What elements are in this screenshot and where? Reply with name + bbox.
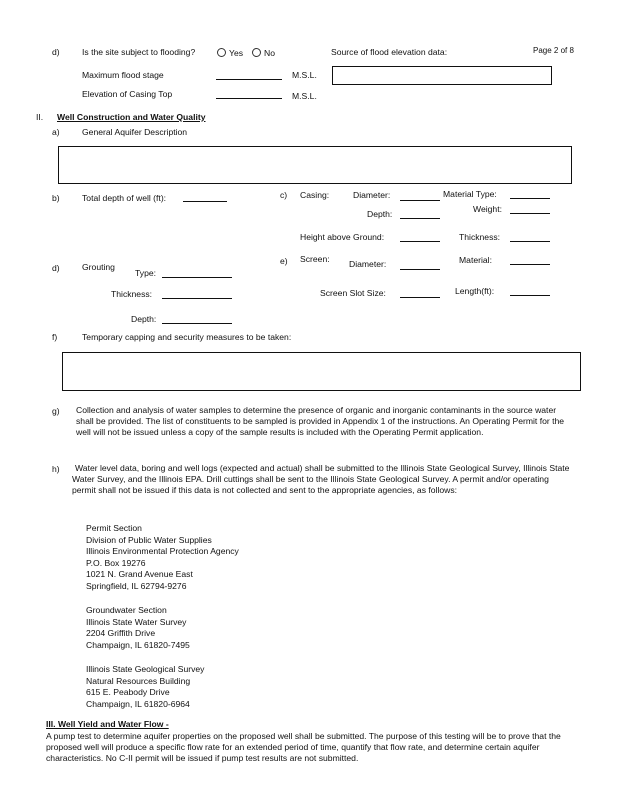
grout-depth-field[interactable]: [162, 323, 232, 324]
casing-top-field[interactable]: [216, 98, 282, 99]
item-d-letter: d): [52, 263, 60, 273]
grout-thickness-field[interactable]: [162, 298, 232, 299]
casing-label: Casing:: [300, 190, 330, 200]
casing-thickness-field[interactable]: [510, 241, 550, 242]
casing-top-label: Elevation of Casing Top: [82, 89, 173, 99]
address-line: Permit Section: [86, 523, 142, 533]
casing-depth-field[interactable]: [400, 218, 440, 219]
item-d-letter: d): [52, 47, 60, 57]
casing-diameter-field[interactable]: [400, 200, 440, 201]
address-block-geological-survey: [86, 664, 204, 710]
msl-unit: M.S.L.: [292, 91, 317, 101]
flooding-question: Is the site subject to flooding?: [82, 47, 196, 57]
grout-depth-label: Depth:: [131, 314, 157, 324]
address-line: Champaign, IL 61820-6964: [86, 698, 190, 709]
item-a-letter: a): [52, 127, 60, 137]
address-block-epa: [86, 523, 239, 593]
flood-source-field[interactable]: [332, 66, 552, 85]
section2-title: Well Construction and Water Quality: [57, 112, 206, 122]
material-type-label: Material Type:: [443, 189, 497, 199]
address-line: Natural Resources Building: [86, 675, 191, 686]
address-line: 1021 N. Grand Avenue East: [86, 569, 193, 580]
item-f-letter: f): [52, 332, 58, 342]
address-block-water-survey: [86, 605, 190, 651]
address-line: Champaign, IL 61820-7495: [86, 639, 190, 650]
total-depth-label: Total depth of well (ft):: [82, 193, 167, 203]
no-radio[interactable]: [252, 48, 261, 57]
screen-slot-size-field[interactable]: [400, 297, 440, 298]
aquifer-description-label: General Aquifer Description: [82, 127, 188, 137]
item-e-letter: e): [280, 256, 288, 266]
address-line: Groundwater Section: [86, 605, 167, 615]
no-label: No: [264, 48, 275, 58]
item-b-letter: b): [52, 193, 60, 203]
address-line: Illinois State Geological Survey: [86, 664, 205, 674]
screen-length-field[interactable]: [510, 295, 550, 296]
address-line: 615 E. Peabody Drive: [86, 687, 170, 698]
total-depth-field[interactable]: [183, 201, 227, 202]
screen-diameter-label: Diameter:: [349, 259, 387, 269]
item-c-letter: c): [280, 190, 288, 200]
item-g-letter: g): [52, 406, 60, 416]
address-line: Division of Public Water Supplies: [86, 534, 212, 545]
grouting-label: Grouting: [82, 262, 115, 272]
weight-label: Weight:: [473, 204, 502, 214]
screen-diameter-field[interactable]: [400, 269, 440, 270]
flood-yes-option[interactable]: [217, 48, 243, 58]
casing-depth-label: Depth:: [367, 209, 393, 219]
max-flood-label: Maximum flood stage: [82, 70, 164, 80]
height-above-ground-field[interactable]: [400, 241, 440, 242]
section2-numeral: II.: [36, 112, 44, 122]
address-line: 2204 Griffith Drive: [86, 628, 156, 639]
yes-radio[interactable]: [217, 48, 226, 57]
grout-thickness-label: Thickness:: [111, 289, 153, 299]
aquifer-description-field[interactable]: [58, 146, 572, 184]
data-submission-paragraph: Water level data, boring and well logs (expected and actual) shall be submitted to the Illinois State Geological Survey, Illinois State Water Survey, and the Illinois EPA. Drill cuttings shall be sent to the Illinois State Geological Survey. A permit and/or operating permit shall not be issued if this data is not collected and sent to the appropriate agencies, as follows:: [72, 463, 570, 496]
capping-security-field[interactable]: [62, 352, 581, 391]
flood-no-option[interactable]: [252, 48, 275, 58]
flood-source-label: Source of flood elevation data:: [331, 47, 448, 57]
pump-test-paragraph: A pump test to determine aquifer properties on the proposed well shall be submitted. The purpose of this testing will be to prove that the proposed well will produce a specific flow rate for an extended period of time, quantify that flow rate, and determine certain aquifer characteristics. No C-II permit will be issued if pump test results are not submitted.: [46, 731, 561, 764]
screen-slot-size-label: Screen Slot Size:: [320, 288, 386, 298]
height-above-ground-label: Height above Ground:: [300, 232, 385, 242]
screen-label: Screen:: [300, 254, 330, 264]
screen-material-label: Material:: [459, 255, 492, 265]
material-type-field[interactable]: [510, 198, 550, 199]
grout-type-label: Type:: [135, 268, 157, 278]
grout-type-field[interactable]: [162, 277, 232, 278]
casing-diameter-label: Diameter:: [353, 190, 391, 200]
address-line: Springfield, IL 62794-9276: [86, 580, 187, 591]
max-flood-field[interactable]: [216, 79, 282, 80]
casing-thickness-label: Thickness:: [459, 232, 501, 242]
screen-material-field[interactable]: [510, 264, 550, 265]
item-h-letter: h): [52, 464, 60, 474]
address-line: P.O. Box 19276: [86, 557, 146, 568]
page-number: Page 2 of 8: [533, 46, 574, 55]
capping-security-label: Temporary capping and security measures to be taken:: [82, 332, 292, 342]
section3-title: III. Well Yield and Water Flow -: [46, 719, 169, 729]
msl-unit: M.S.L.: [292, 70, 317, 80]
yes-label: Yes: [229, 48, 244, 58]
address-line: Illinois Environmental Protection Agency: [86, 546, 239, 557]
weight-field[interactable]: [510, 213, 550, 214]
water-sampling-paragraph: Collection and analysis of water samples to determine the presence of organic and inorganic contaminants in the source water shall be provided. The list of constituents to be sampled is provided in Appendix 1 of the instructions. An Operating Permit for the well will not be issued unless a copy of the sample results is included with the Operating Permit application.: [76, 405, 565, 438]
screen-length-label: Length(ft):: [455, 286, 495, 296]
address-line: Illinois State Water Survey: [86, 616, 187, 627]
